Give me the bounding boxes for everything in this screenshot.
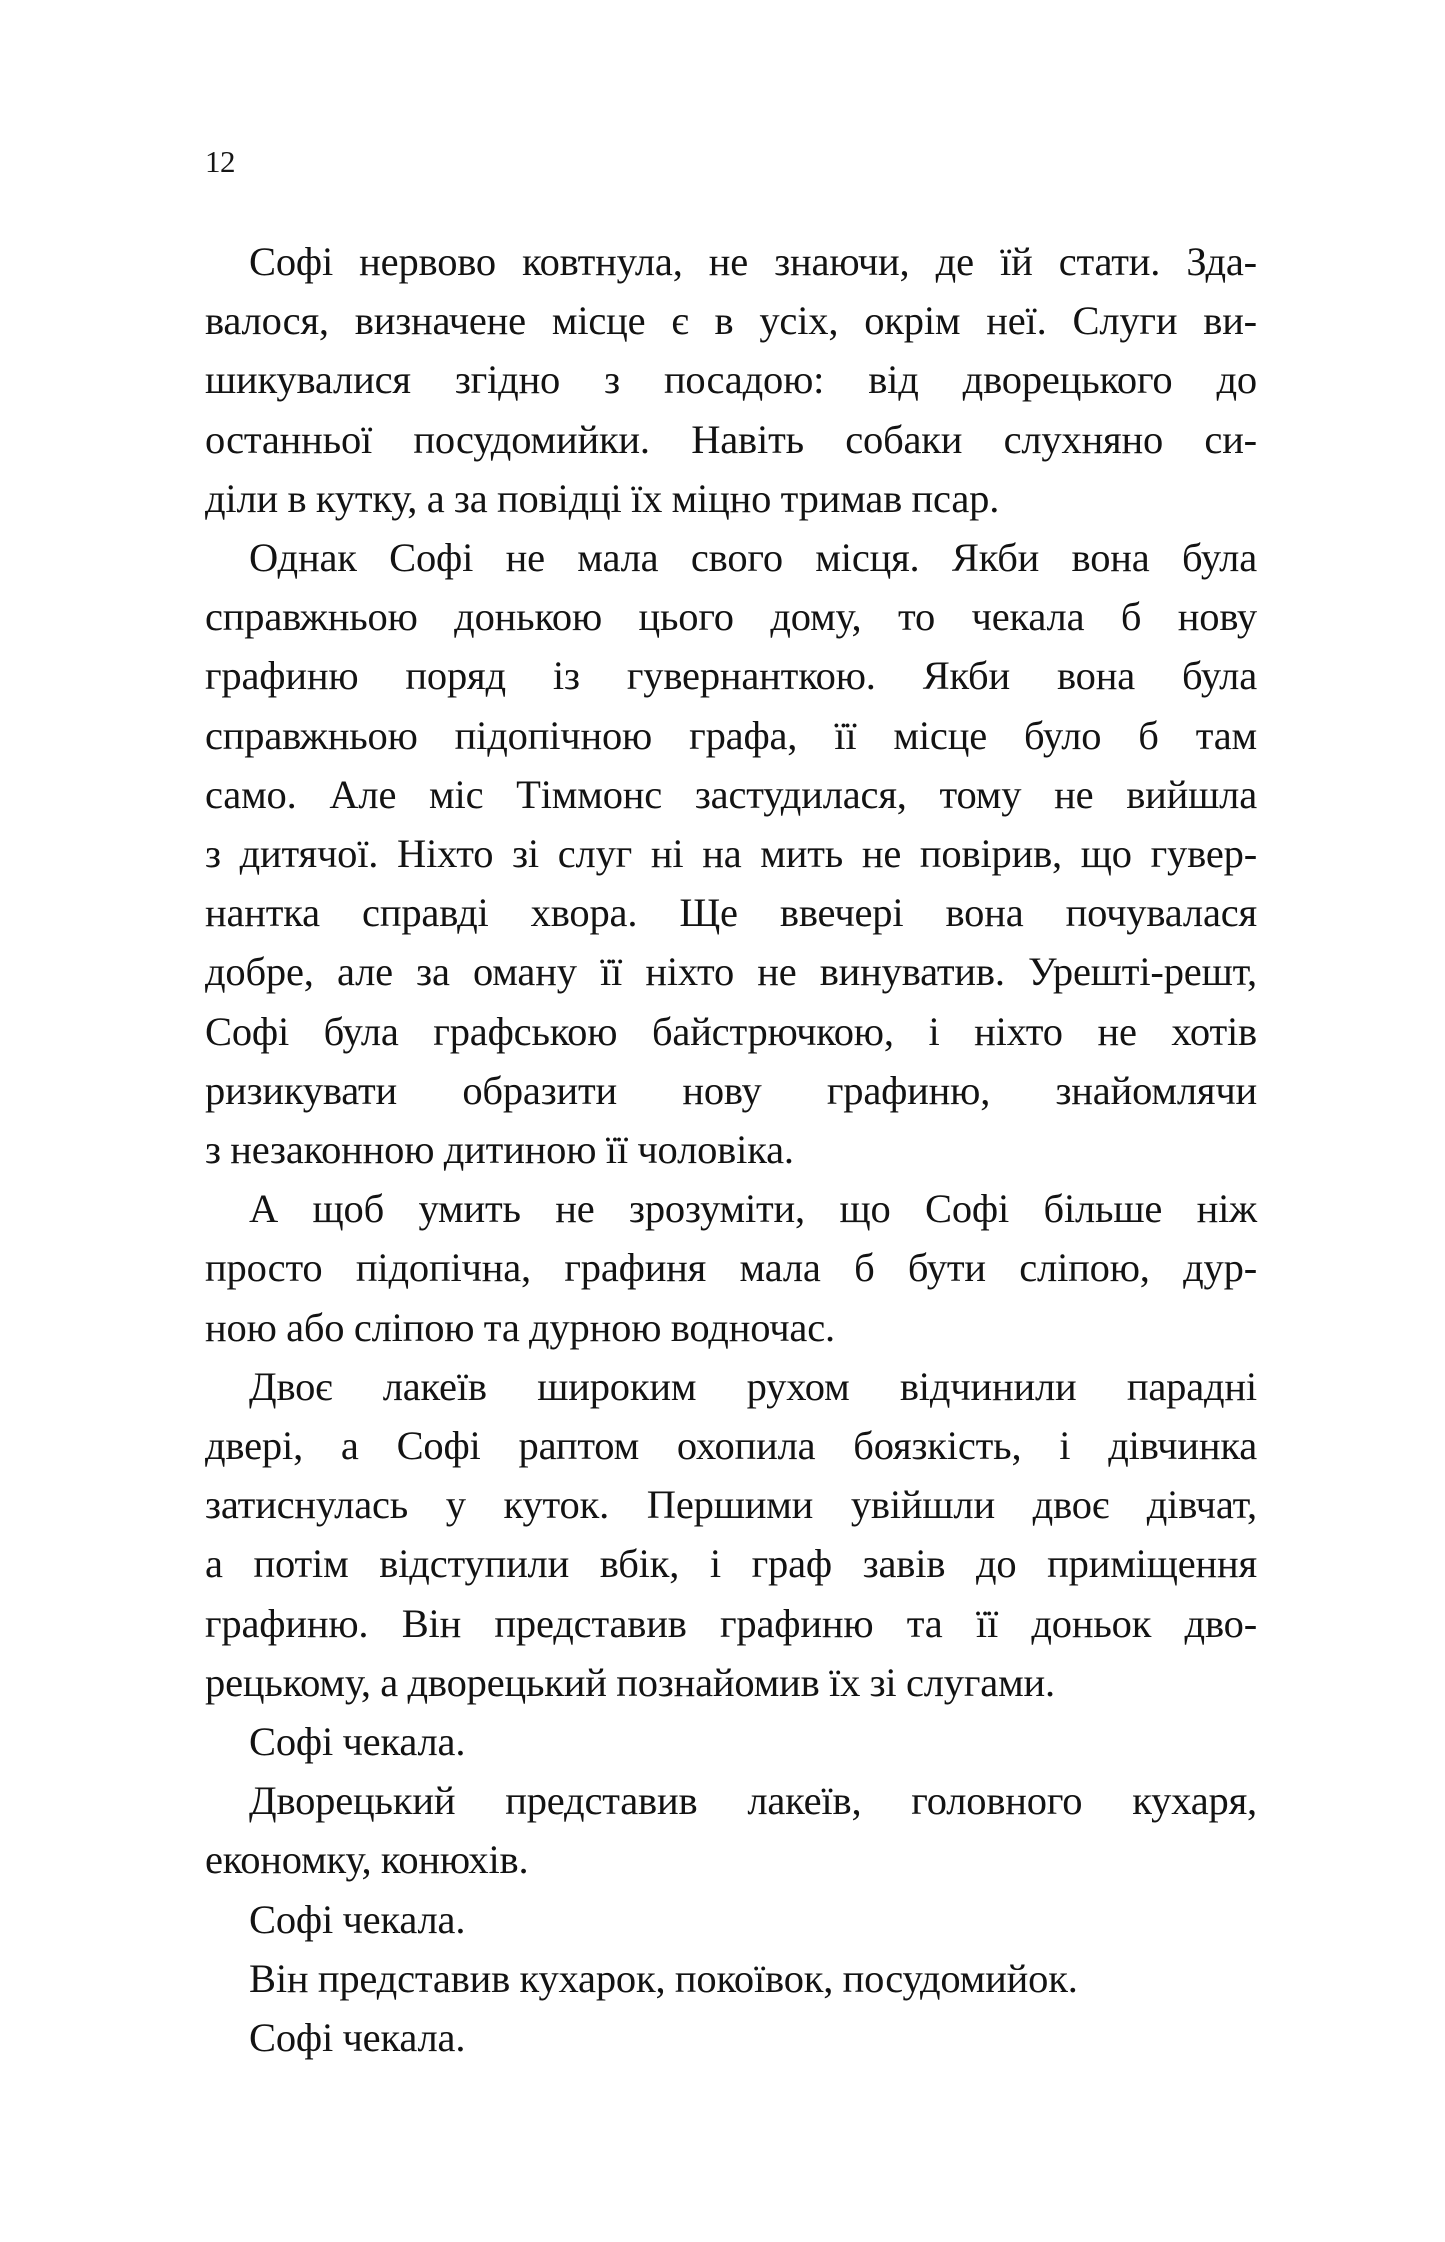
paragraph — [205, 1890, 1257, 1949]
paragraph — [205, 1357, 1257, 1712]
text-line: справжньою підопічною графа, її місце було б там — [205, 712, 1257, 758]
paragraph — [205, 528, 1257, 1179]
text-line: Двоє лакеїв широким рухом відчинили парадні — [249, 1363, 1257, 1409]
text-line: економку, конюхів. — [205, 1837, 529, 1883]
text-line: діли в кутку, а за повідці їх міцно тримав псар. — [205, 475, 1000, 521]
text-line: з дитячої. Ніхто зі слуг ні на мить не повірив, що гувер- — [205, 831, 1257, 877]
text-line: ризикувати образити нову графиню, знайомлячи — [205, 1067, 1257, 1113]
text-line: з незаконною дитиною її чоловіка. — [205, 1127, 794, 1173]
text-line: Софі чекала. — [249, 2015, 466, 2061]
text-line: А щоб умить не зрозуміти, що Софі більше ніж — [249, 1186, 1257, 1232]
paragraph — [205, 2008, 1257, 2067]
text-line: а потім відступили вбік, і граф завів до приміщення — [205, 1541, 1257, 1587]
text-line: затиснулась у куток. Першими увійшли двоє дівчат, — [205, 1482, 1257, 1528]
paragraph — [205, 1771, 1257, 1889]
paragraph — [205, 1179, 1257, 1357]
text-line: Дворецький представив лакеїв, головного кухаря, — [249, 1778, 1257, 1824]
text-line: Однак Софі не мала свого місця. Якби вона була — [249, 535, 1257, 581]
page-number: 12 — [205, 144, 235, 179]
text-line: нантка справді хвора. Ще ввечері вона почувалася — [205, 890, 1257, 936]
paragraph — [205, 232, 1257, 528]
text-line: рецькому, а дворецький познайомив їх зі слугами. — [205, 1659, 1055, 1705]
paragraph — [205, 1949, 1257, 2008]
body-text-block — [205, 232, 1257, 2067]
text-line: графиню. Він представив графиню та її доньок дво- — [205, 1600, 1257, 1646]
text-line: само. Але міс Тіммонс застудилася, тому не вийшла — [205, 771, 1257, 817]
text-line: двері, а Софі раптом охопила боязкість, і дівчинка — [205, 1423, 1257, 1469]
text-line: графиню поряд із гувернанткою. Якби вона була — [205, 653, 1257, 699]
text-line: Софі була графською байстрючкою, і ніхто не хотів — [205, 1008, 1257, 1054]
text-line: справжньою донькою цього дому, то чекала б нову — [205, 594, 1257, 640]
text-line: Софі чекала. — [249, 1719, 466, 1765]
text-line: Він представив кухарок, покоївок, посудомийок. — [249, 1955, 1078, 2001]
text-line: Софі чекала. — [249, 1896, 466, 1942]
text-line: останньої посудомийки. Навіть собаки слухняно си- — [205, 416, 1257, 462]
text-line: шикувалися згідно з посадою: від дворецького до — [205, 357, 1257, 403]
text-line: ною або сліпою та дурною водночас. — [205, 1304, 835, 1350]
text-line: валося, визначене місце є в усіх, окрім неї. Слуги ви- — [205, 298, 1257, 344]
text-line: Софі нервово ковтнула, не знаючи, де їй стати. Зда- — [249, 239, 1257, 284]
paragraph — [205, 1712, 1257, 1771]
text-line: добре, але за оману її ніхто не винуватив. Урешті-решт, — [205, 949, 1257, 995]
text-line: просто підопічна, графиня мала б бути сліпою, дур- — [205, 1245, 1257, 1291]
